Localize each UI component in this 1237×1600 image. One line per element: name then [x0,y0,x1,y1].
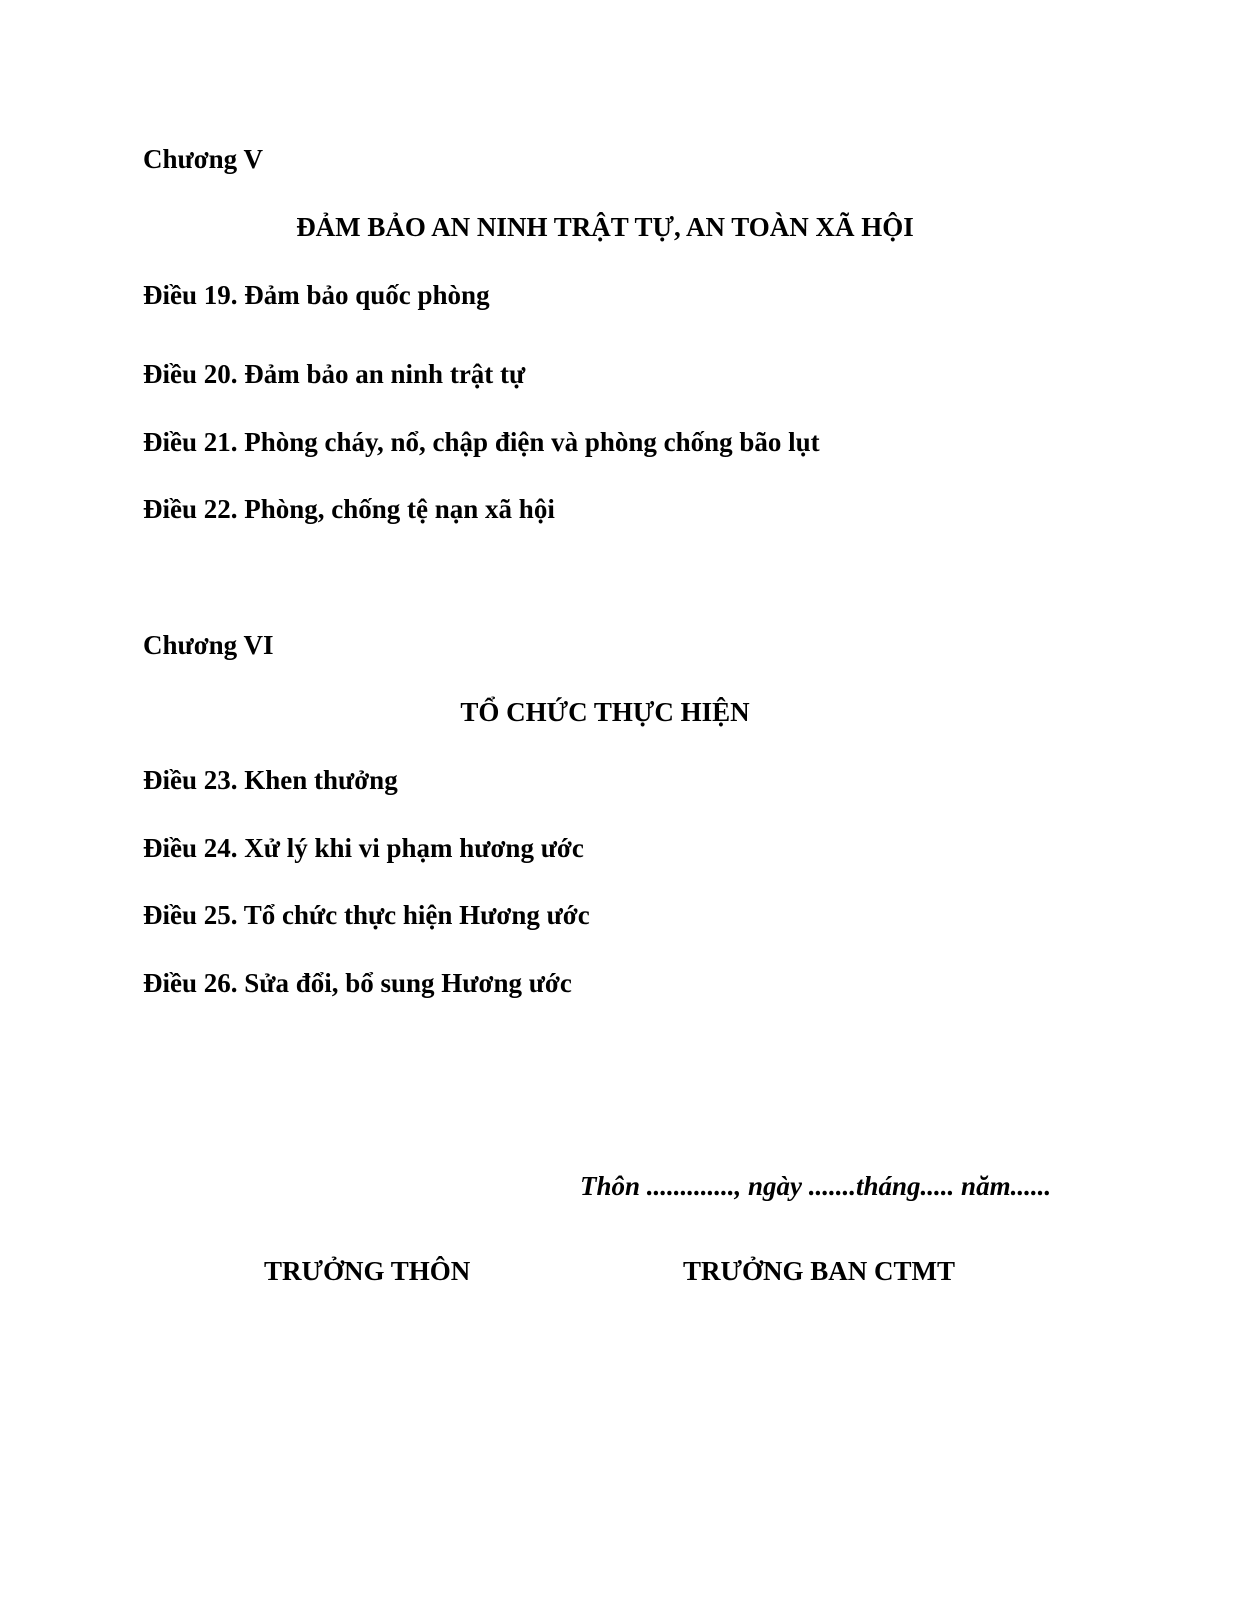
place-date-line: Thôn ............., ngày .......tháng..... năm...... [580,1171,1052,1201]
article-25: Điều 25. Tổ chức thực hiện Hương ước [143,900,590,930]
chapter-6-label: Chương VI [143,630,274,660]
article-22: Điều 22. Phòng, chống tệ nạn xã hội [143,494,555,524]
article-21: Điều 21. Phòng cháy, nổ, chập điện và phòng chống bão lụt [143,427,820,457]
chapter-5-label: Chương V [143,144,263,174]
article-23: Điều 23. Khen thưởng [143,765,398,795]
signature-left-title: TRƯỞNG THÔN [264,1256,471,1286]
signature-right-title: TRƯỞNG BAN CTMT [683,1256,956,1286]
chapter-6-title: TỔ CHỨC THỰC HIỆN [460,697,750,727]
article-20: Điều 20. Đảm bảo an ninh trật tự [143,359,526,389]
article-26: Điều 26. Sửa đổi, bổ sung Hương ước [143,968,572,998]
article-24: Điều 24. Xử lý khi vi phạm hương ước [143,833,584,863]
chapter-5-title: ĐẢM BẢO AN NINH TRẬT TỰ, AN TOÀN XÃ HỘI [296,212,914,242]
article-19: Điều 19. Đảm bảo quốc phòng [143,280,490,310]
